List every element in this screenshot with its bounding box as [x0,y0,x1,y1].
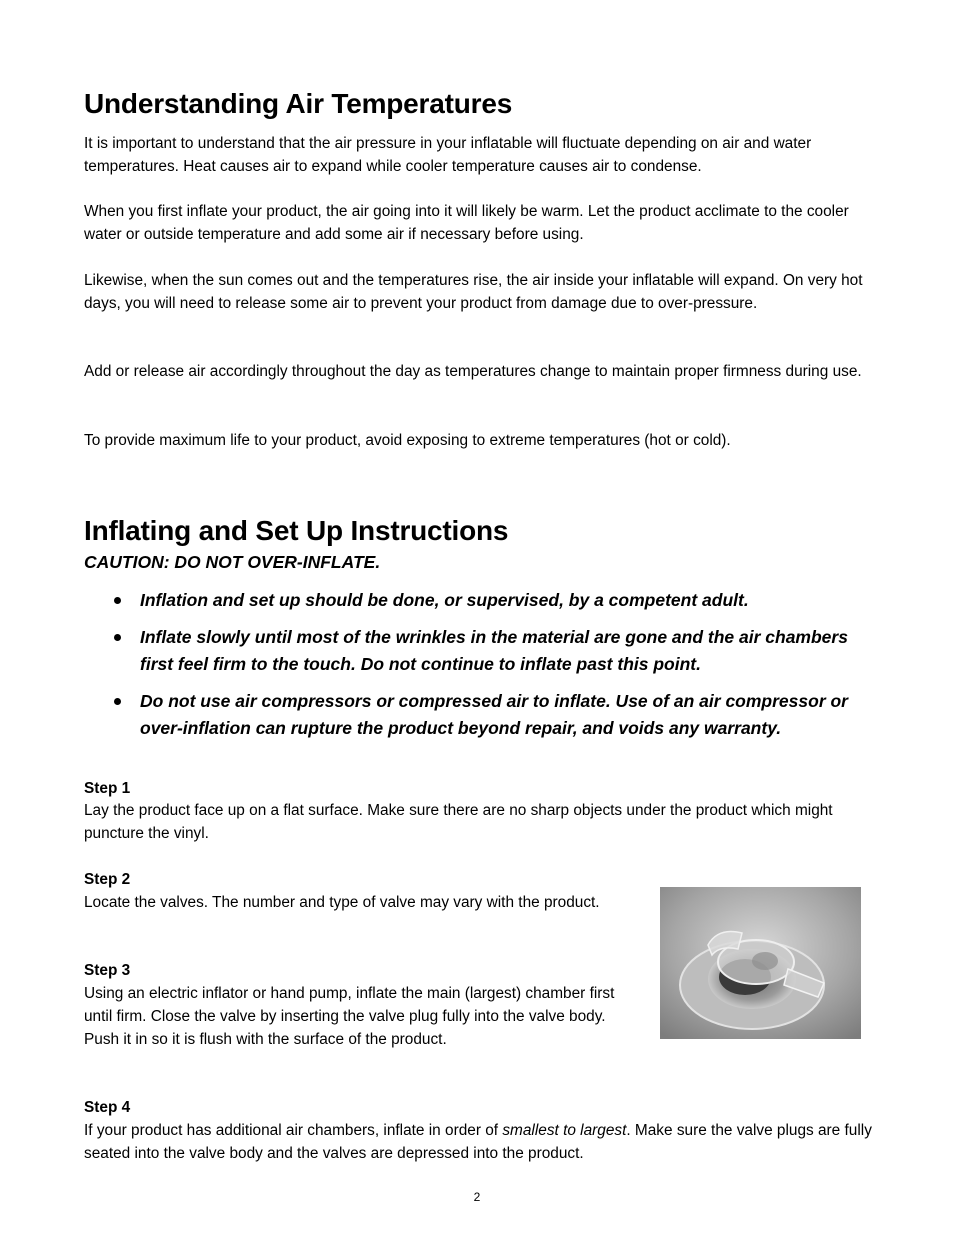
list-item [84,587,874,614]
list-item [84,624,874,678]
bullet-text: Do not use air compressors or compressed air to inflate. Use of an air compressor or over-inflation can rupture the product beyond repair, and voids any warranty. [140,691,848,738]
step-2-body: Locate the valves. The number and type of valve may vary with the product. [84,894,600,911]
bullet-text: Inflate slowly until most of the wrinkles in the material are gone and the air chambers first feel firm to the touch. Do not continue to inflate past this point. [140,627,848,674]
bullet-icon [114,597,121,604]
caution-notice: CAUTION: DO NOT OVER-INFLATE. [84,552,381,572]
valve-illustration [660,887,861,1039]
paragraph: It is important to understand that the air pressure in your inflatable will fluctuate depending on air and water temperatures. Heat causes air to expand while cooler temperature causes air to condense. [84,135,812,175]
step-3-title: Step 3 [84,962,131,979]
section-title-inflating-instructions: Inflating and Set Up Instructions [84,515,509,546]
paragraph: To provide maximum life to your product, avoid exposing to extreme temperatures (hot or cold). [84,432,731,449]
bullet-icon [114,698,121,705]
list-item [84,688,874,742]
bullet-icon [114,634,121,641]
step-4-title: Step 4 [84,1099,131,1116]
section-title-air-temperatures: Understanding Air Temperatures [84,88,513,119]
step-4-body: If your product has additional air chambers, inflate in order of smallest to largest. Make sure the valve plugs are fully seated into the valve body and the valves are depressed into the product. [84,1122,872,1162]
paragraph: Add or release air accordingly throughout the day as temperatures change to maintain proper firmness during use. [84,363,862,380]
caution-bullet-list [84,587,874,752]
valve-photo [660,887,861,1039]
step-3-body: Using an electric inflator or hand pump, inflate the main (largest) chamber first until firm. Close the valve by inserting the valve plug fully into the valve body. Push it in so it is flush with the surface of the product. [84,985,615,1048]
step-1-title: Step 1 [84,780,131,797]
paragraph: When you first inflate your product, the air going into it will likely be warm. Let the product acclimate to the cooler water or outside temperature and add some air if necessary before using. [84,203,849,243]
step-2-title: Step 2 [84,871,131,888]
step-1-body: Lay the product face up on a flat surface. Make sure there are no sharp objects under the product which might puncture the vinyl. [84,802,833,842]
bullet-text: Inflation and set up should be done, or supervised, by a competent adult. [140,590,749,610]
emphasis-text: smallest to largest [502,1122,627,1139]
page-number: 2 [473,1190,481,1204]
paragraph: Likewise, when the sun comes out and the temperatures rise, the air inside your inflatable will expand. On very hot days, you will need to release some air to prevent your product from damage due to over-pressure. [84,272,863,312]
